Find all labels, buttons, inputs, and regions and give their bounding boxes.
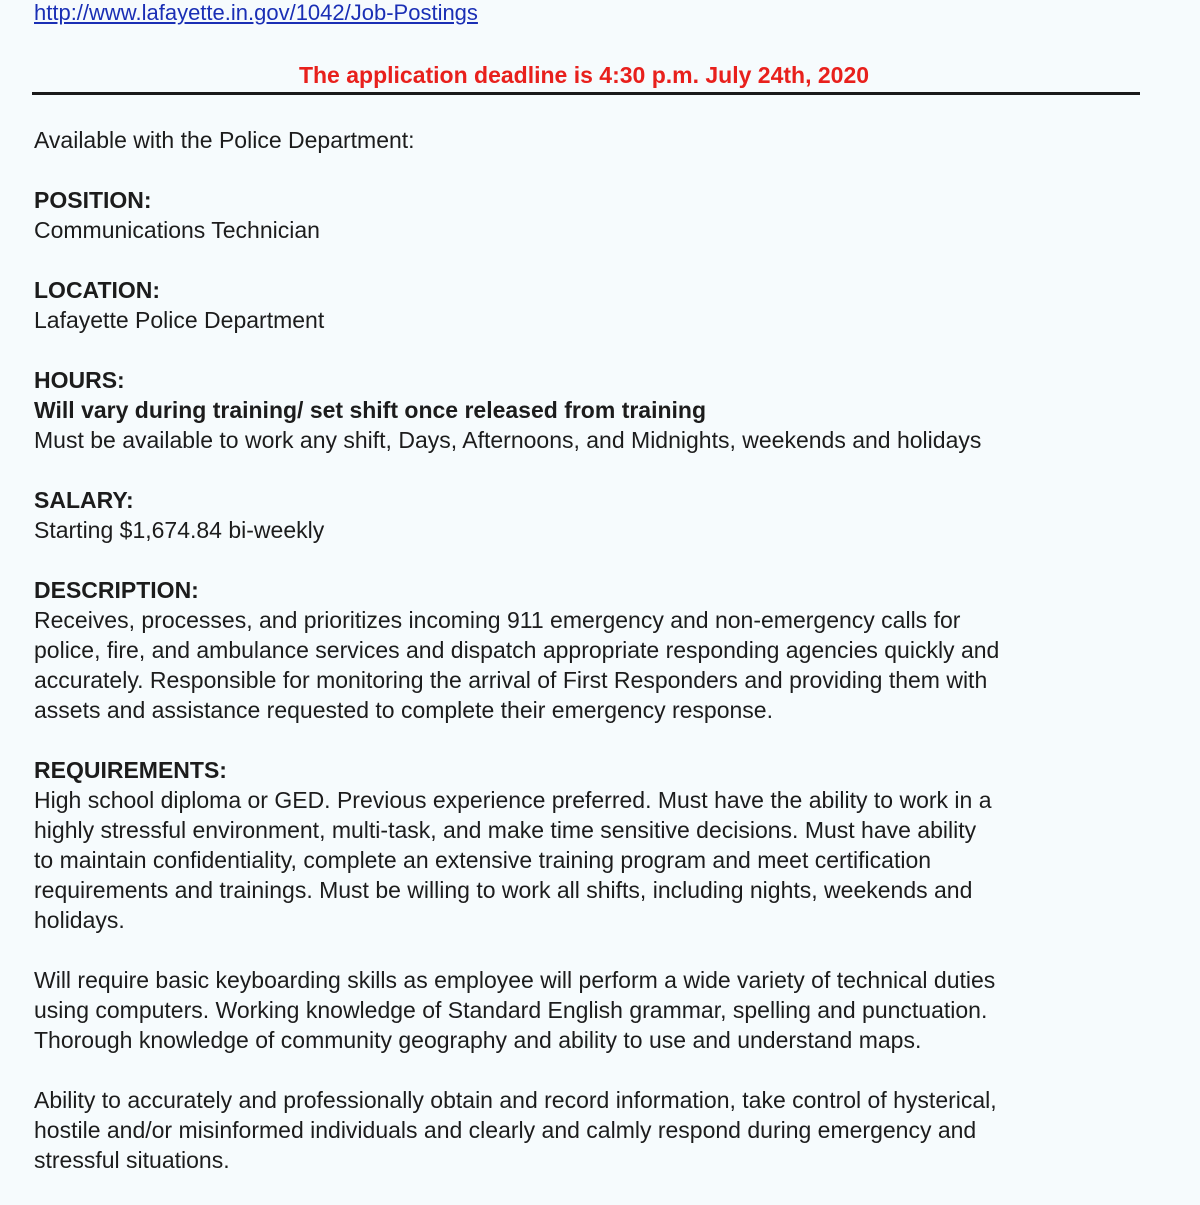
header-divider — [32, 92, 1140, 95]
description-line: Receives, processes, and prioritizes incoming 911 emergency and non-emergency calls for — [34, 607, 961, 633]
intro-text: Available with the Police Department: — [34, 127, 415, 153]
description-line: accurately. Responsible for monitoring the arrival of First Responders and providing them with — [34, 667, 988, 693]
salary-section — [34, 485, 1174, 545]
location-section — [34, 275, 1174, 335]
application-deadline: The application deadline is 4:30 p.m. July 24th, 2020 — [298, 62, 870, 88]
requirements-line: Thorough knowledge of community geography and ability to use and understand maps. — [34, 1027, 922, 1053]
job-postings-link[interactable]: http://www.lafayette.in.gov/1042/Job-Postings — [34, 0, 478, 25]
requirements-line: holidays. — [34, 907, 125, 933]
hours-section — [34, 365, 1174, 455]
requirements-line: requirements and trainings. Must be willing to work all shifts, including nights, weekends and — [34, 877, 973, 903]
requirements-line: using computers. Working knowledge of Standard English grammar, spelling and punctuation. — [34, 997, 988, 1023]
requirements-line: High school diploma or GED. Previous experience preferred. Must have the ability to work in a — [34, 787, 992, 813]
requirements-line: to maintain confidentiality, complete an extensive training program and meet certification — [34, 847, 932, 873]
requirements-line: Ability to accurately and professionally obtain and record information, take control of hysterical, — [34, 1087, 997, 1113]
salary-text: Starting $1,674.84 bi-weekly — [34, 517, 325, 543]
requirements-heading: REQUIREMENTS: — [34, 757, 227, 783]
description-section — [34, 575, 1174, 725]
position-text: Communications Technician — [34, 217, 320, 243]
requirements-line: stressful situations. — [34, 1147, 230, 1173]
requirements-line: highly stressful environment, multi-task, and make time sensitive decisions. Must have ability — [34, 817, 977, 843]
salary-heading: SALARY: — [34, 487, 134, 513]
requirements-line: hostile and/or misinformed individuals and clearly and calmly respond during emergency and — [34, 1117, 977, 1143]
description-heading: DESCRIPTION: — [34, 577, 199, 603]
position-section — [34, 185, 1174, 245]
location-heading: LOCATION: — [34, 277, 161, 303]
position-heading: POSITION: — [34, 187, 152, 213]
description-line: police, fire, and ambulance services and dispatch appropriate responding agencies quickly and — [34, 637, 1000, 663]
posting-content — [34, 125, 1174, 1205]
requirements-line: Will require basic keyboarding skills as employee will perform a wide variety of technical duties — [34, 967, 996, 993]
hours-heading: HOURS: — [34, 367, 125, 393]
hours-training-note: Will vary during training/ set shift once released from training — [34, 397, 707, 423]
description-line: assets and assistance requested to complete their emergency response. — [34, 697, 773, 723]
requirements-section — [34, 755, 1174, 1175]
hours-availability-text: Must be available to work any shift, Days, Afternoons, and Midnights, weekends and holidays — [34, 427, 982, 453]
location-text: Lafayette Police Department — [34, 307, 325, 333]
